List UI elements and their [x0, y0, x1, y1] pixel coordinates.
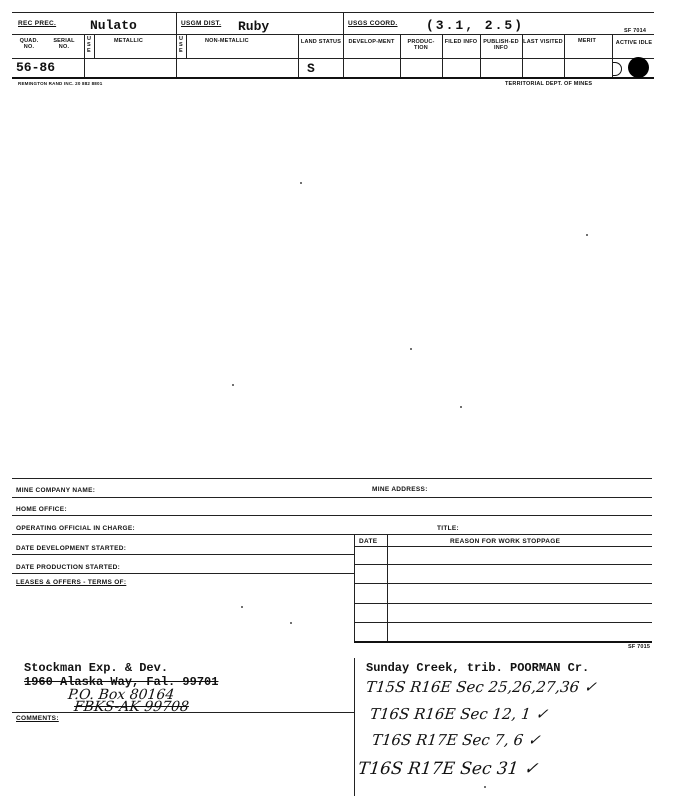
row-bottom-border: [12, 77, 654, 79]
handwritten-line-1: T15S R16E Sec 25,26,27,36 ✓: [365, 678, 598, 696]
location-typed: Sunday Creek, trib. POORMAN Cr.: [366, 661, 590, 675]
col-land-status: LAND STATUS: [300, 39, 342, 45]
vline-date-right: [387, 534, 388, 642]
vline-metallic: [94, 34, 95, 58]
table-row-3: [354, 603, 652, 604]
date-col-label: DATE: [359, 538, 378, 545]
scan-speck: [241, 606, 243, 608]
rec-prec-label: REC PREC.: [18, 20, 57, 27]
col-filed-info: FILED INFO: [444, 39, 478, 45]
scan-speck: [232, 384, 234, 386]
company-line-1: Stockman Exp. & Dev.: [24, 661, 169, 675]
company-line-2: 1960 Alaska Way, Fal. 99701: [24, 675, 219, 689]
col-serial-no: SERIAL NO.: [53, 38, 75, 50]
lower-top-border: [12, 478, 652, 479]
date-production-label: DATE PRODUCTION STARTED:: [16, 564, 121, 571]
date-development-label: DATE DEVELOPMENT STARTED:: [16, 545, 127, 552]
table-header-bottom: [354, 546, 652, 547]
col-active-idle: ACTIVE IDLE: [615, 40, 653, 46]
vline-land: [298, 34, 299, 77]
vline-date-left: [354, 534, 355, 642]
reason-col-label: REASON FOR WORK STOPPAGE: [450, 538, 561, 545]
table-row-1: [354, 564, 652, 565]
col-last-visited: LAST VISITED: [523, 39, 563, 45]
mine-address-label: MINE ADDRESS:: [372, 486, 428, 493]
rec-prec-value: Nulato: [90, 18, 137, 33]
handwritten-address-1: P.O. Box 80164: [67, 687, 176, 703]
scan-speck: [460, 406, 462, 408]
comments-line: [12, 712, 355, 713]
table-row-4: [354, 622, 652, 623]
usgm-dist-value: Ruby: [238, 19, 270, 34]
col-metallic: METALLIC: [114, 38, 143, 44]
line-3: [12, 534, 652, 535]
col-development: DEVELOP-MENT: [348, 39, 395, 45]
usgm-dist-label: USGM DIST.: [181, 20, 222, 27]
scan-speck: [586, 234, 588, 236]
col-production: PRODUC-TION: [407, 39, 435, 51]
form-number-top: SF 7014: [624, 28, 647, 34]
operating-official-label: OPERATING OFFICIAL IN CHARGE:: [16, 525, 135, 532]
line-5: [12, 573, 355, 574]
col-non-metallic: NON-METALLIC: [205, 38, 249, 44]
land-status-value: S: [307, 61, 315, 76]
mine-company-name-label: MINE COMPANY NAME:: [16, 487, 96, 494]
top-border: [12, 12, 654, 13]
col-use-2: U S E: [179, 36, 184, 54]
usgs-coord-label: USGS COORD.: [348, 20, 398, 27]
line-4: [12, 554, 355, 555]
quad-serial-value: 56-86: [16, 60, 56, 75]
scan-speck: [484, 786, 486, 788]
comments-label: COMMENTS:: [16, 715, 59, 722]
vline-usgm: [176, 12, 177, 77]
home-office-label: HOME OFFICE:: [16, 506, 67, 513]
handwritten-line-2: T16S R16E Sec 12, 1 ✓: [369, 705, 550, 723]
table-bottom: [354, 641, 652, 643]
vline-right-block: [354, 658, 355, 796]
vline-usgs: [343, 12, 344, 77]
table-row-2: [354, 583, 652, 584]
column-header-divider: [12, 58, 654, 59]
leases-label: LEASES & OFFERS - TERMS OF:: [16, 579, 127, 586]
col-merit: MERIT: [577, 38, 597, 44]
title-label: TITLE:: [437, 525, 460, 532]
usgs-coord-value: (3.1, 2.5): [426, 18, 525, 33]
handwritten-line-4: T16S R17E Sec 31 ✓: [356, 759, 540, 779]
scan-speck: [410, 348, 412, 350]
col-published-info: PUBLISH-ED INFO: [483, 39, 519, 51]
line-2: [12, 515, 652, 516]
scan-speck: [300, 182, 302, 184]
col-quad-no: QUAD. NO.: [19, 38, 39, 50]
form-number-bottom: SF 7015: [628, 644, 651, 650]
active-dot: [628, 57, 649, 78]
idle-half-circle: [613, 62, 622, 76]
scan-speck: [290, 622, 292, 624]
territorial-dept: TERRITORIAL DEPT. OF MINES: [505, 81, 593, 87]
vline-nonmetallic: [186, 34, 187, 58]
line-1: [12, 497, 652, 498]
vline-use1: [84, 34, 85, 77]
printer-info: REMINGTON RAND INC. 20 882 8801: [18, 81, 103, 86]
handwritten-address-2: FBKS-AK 99708: [73, 699, 190, 715]
handwritten-line-3: T16S R17E Sec 7, 6 ✓: [371, 731, 542, 749]
col-use-1: U S E: [87, 36, 92, 54]
header-divider: [12, 34, 654, 35]
